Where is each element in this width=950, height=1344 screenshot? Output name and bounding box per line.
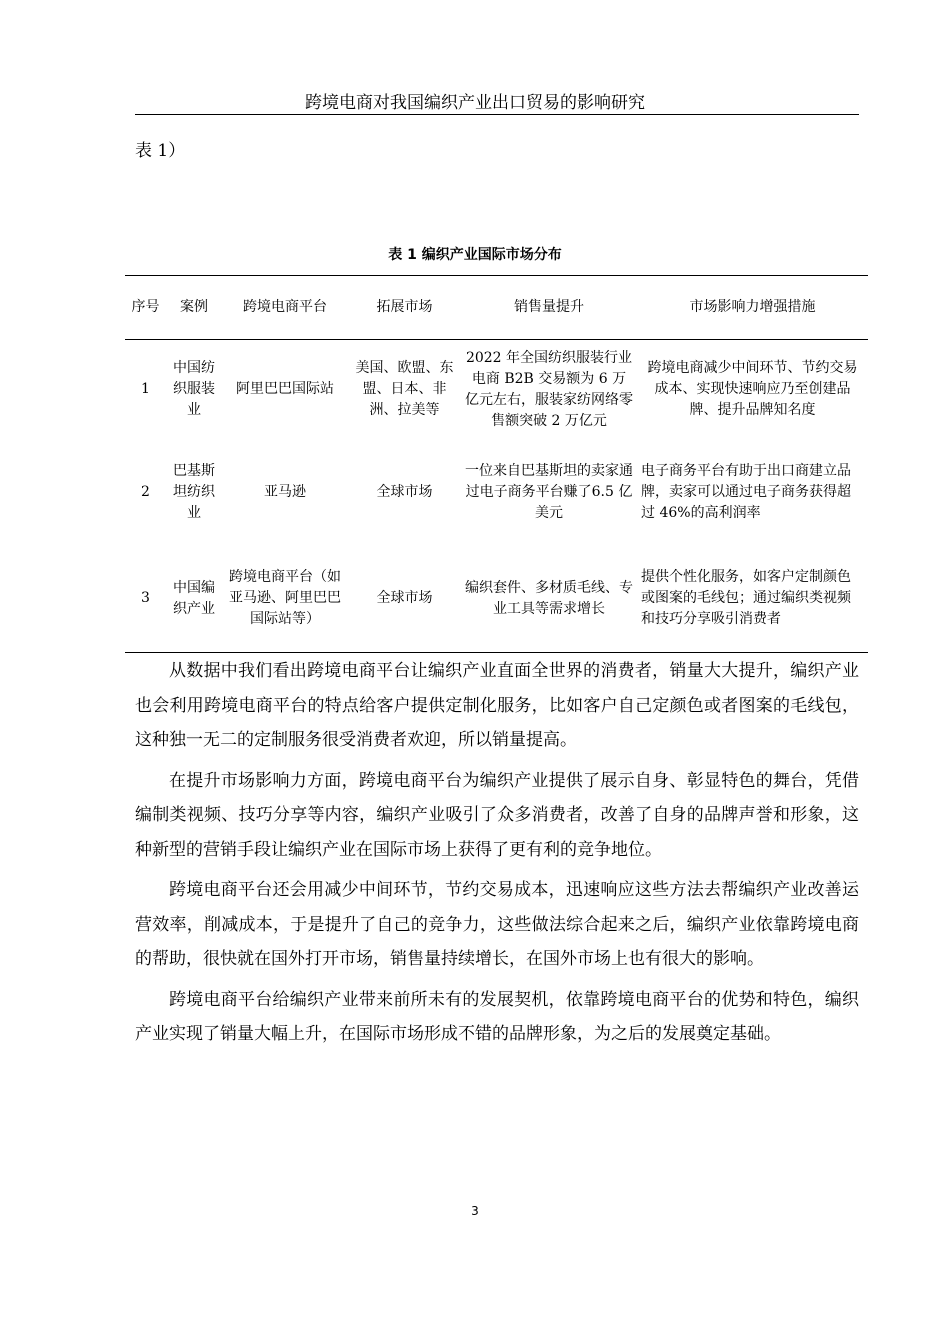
column-header-case: 案例: [166, 276, 222, 340]
paragraph: 从数据中我们看出跨境电商平台让编织产业直面全世界的消费者，销量大大提升，编织产业也会利用跨境电商平台的特点给客户提供定制化服务，比如客户自己定颜色或者图案的毛线包，这种独一无二的定制服务很受消费者欢迎，所以销量提高。: [135, 661, 859, 750]
cell-sales: 编织套件、多材质毛线、专业工具等需求增长: [461, 546, 637, 653]
cell-case: 中国编织产业: [166, 546, 222, 653]
body-text: [135, 654, 859, 1058]
cell-market: 美国、欧盟、东盟、日本、非洲、拉美等: [355, 360, 454, 419]
header-rule: [135, 114, 859, 115]
cell-measures: 电子商务平台有助于出口商建立品牌，卖家可以通过电子商务获得超过 46%的高利润率: [641, 463, 851, 521]
cell-market: 全球市场: [376, 484, 433, 500]
cell-platform: 亚马逊: [264, 484, 306, 500]
cell-sales: 一位来自巴基斯坦的卖家通过电子商务平台赚了6.5 亿美元: [465, 463, 633, 521]
column-header-sales: 销售量提升: [461, 276, 637, 340]
cell-platform: 跨境电商平台（如亚马逊、阿里巴巴国际站等）: [222, 546, 348, 653]
cell-no: 2: [141, 484, 150, 500]
column-header-measures: 市场影响力增强措施: [637, 276, 868, 340]
paragraph: 跨境电商平台还会用减少中间环节，节约交易成本，迅速响应这些方法去帮编织产业改善运营效率，削减成本，于是提升了自己的竞争力，这些做法综合起来之后，编织产业依靠跨境电商的帮助，很快就在国外打开市场，销售量持续增长，在国外市场上也有很大的影响。: [135, 880, 859, 969]
table-header-row: [125, 276, 868, 340]
column-header-no: 序号: [125, 276, 166, 340]
cell-no: 1: [141, 381, 150, 398]
cell-sales: 2022 年全国纺织服装行业电商 B2B 交易额为 6 万亿元左右，服装家纺网络零售额突破 2 万亿元: [465, 349, 633, 429]
table-row: [125, 546, 868, 653]
paragraph: 跨境电商平台给编织产业带来前所未有的发展契机，依靠跨境电商平台的优势和特色，编织产业实现了销量大幅上升，在国际市场形成不错的品牌形象，为之后的发展奠定基础。: [135, 989, 859, 1044]
running-header-title: 跨境电商对我国编织产业出口贸易的影响研究: [305, 93, 645, 113]
cell-measures: 跨境电商减少中间环节、节约交易成本、实现快速响应乃至创建品牌、提升品牌知名度: [647, 360, 858, 419]
cell-market: 全球市场: [348, 546, 461, 653]
paragraph: 在提升市场影响力方面，跨境电商平台为编织产业提供了展示自身、彰显特色的舞台，凭借编制类视频、技巧分享等内容，编织产业吸引了众多消费者，改善了自身的品牌声誉和形象，这种新型的营销手段让编织产业在国际市场上获得了更有利的竞争地位。: [135, 770, 859, 860]
market-distribution-table: [125, 275, 868, 653]
cell-platform: 阿里巴巴国际站: [236, 381, 334, 398]
column-header-market: 拓展市场: [348, 276, 461, 340]
column-header-platform: 跨境电商平台: [222, 276, 348, 340]
cell-case: 中国纺织服装业: [173, 360, 215, 419]
table-caption: 表 1 编织产业国际市场分布: [388, 247, 562, 263]
table-reference-text: 表 1）: [135, 141, 186, 161]
cell-case: 巴基斯坦纺织业: [173, 463, 215, 521]
table-row: [125, 340, 868, 440]
page-number: 3: [471, 1204, 479, 1218]
cell-measures: 提供个性化服务，如客户定制颜色或图案的毛线包；通过编织类视频和技巧分享吸引消费者: [637, 546, 868, 653]
table-row: [125, 440, 868, 546]
cell-no: 3: [125, 546, 166, 653]
